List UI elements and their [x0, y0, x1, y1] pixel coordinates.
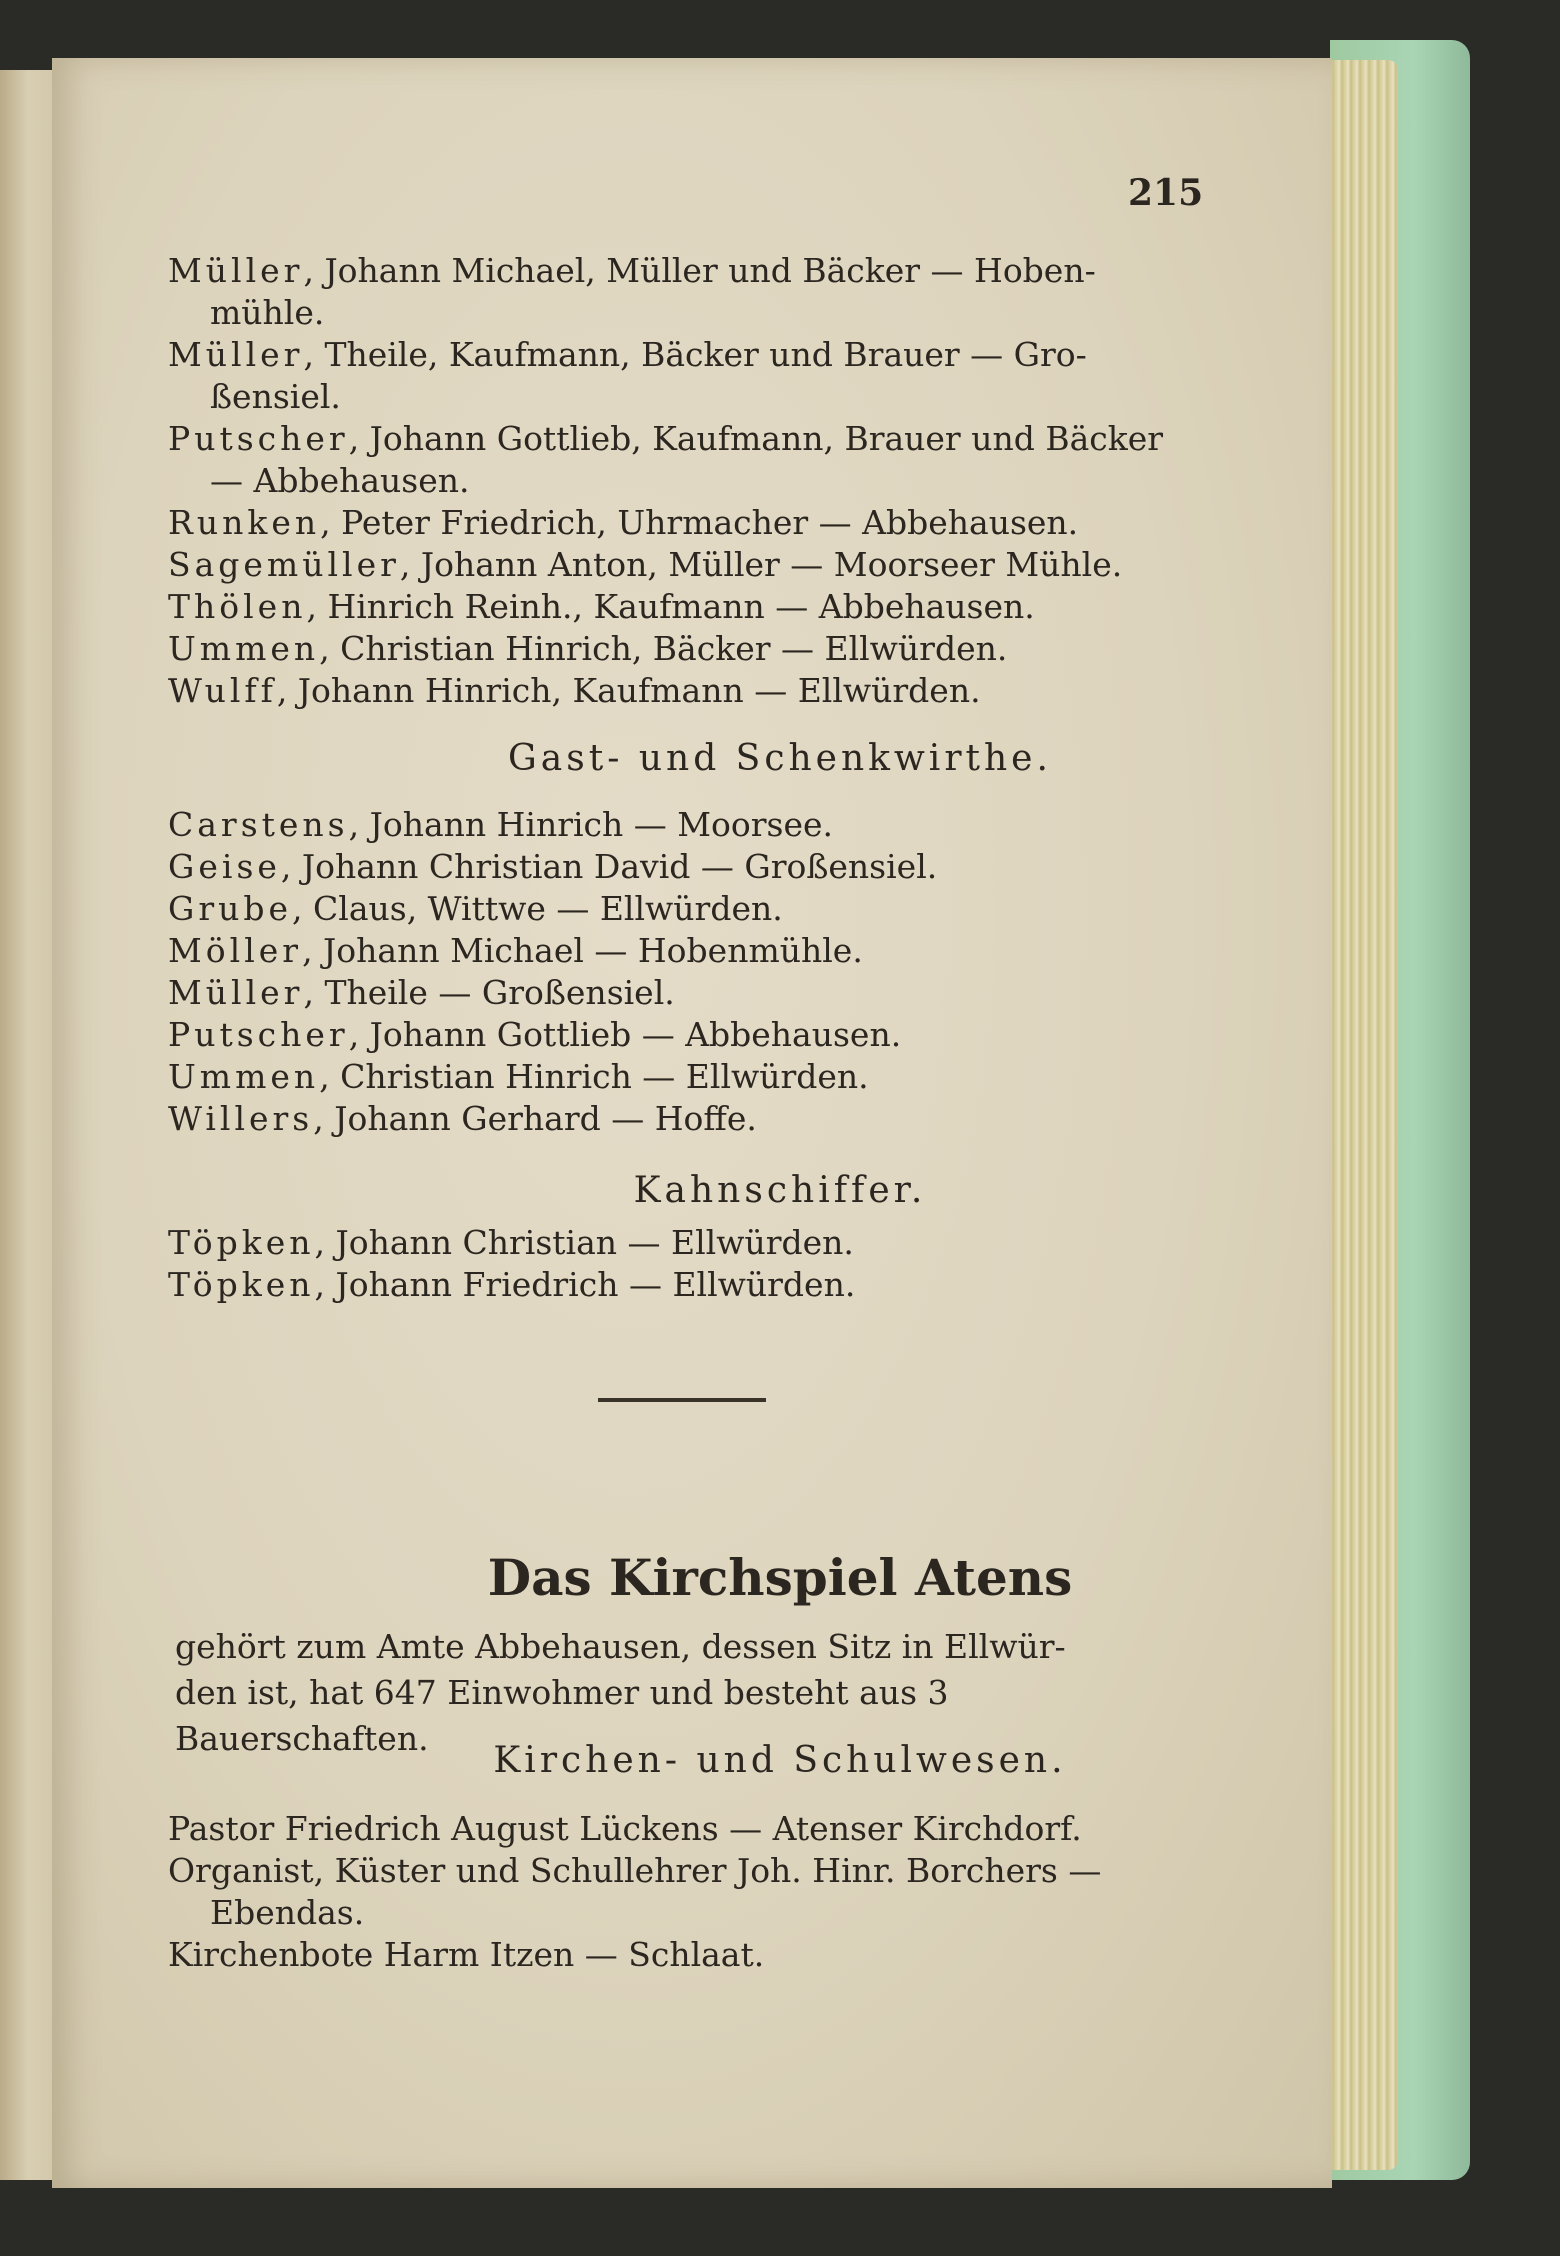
intro-line: gehört zum Amte Abbehausen, dessen Sitz in Ellwür-: [175, 1627, 1066, 1666]
list-item: Carstens, Johann Hinrich — Moorsee.: [168, 805, 834, 844]
innkeepers-list: [168, 804, 1198, 1140]
section-divider-rule: [598, 1398, 766, 1402]
list-item: Putscher, Johann Gottlieb, Kaufmann, Brauer und Bäcker — Abbehausen.: [168, 419, 1164, 500]
list-item: Ummen, Christian Hinrich — Ellwürden.: [168, 1057, 869, 1096]
section-heading-church-school: Kirchen- und Schulwesen.: [493, 1740, 1067, 1781]
list-item: Ummen, Christian Hinrich, Bäcker — Ellwürden.: [168, 629, 1008, 668]
merchants-list: [168, 250, 1198, 712]
list-item: Müller, Theile, Kaufmann, Bäcker und Brauer — Gro- ßensiel.: [168, 335, 1087, 416]
list-item: Töpken, Johann Christian — Ellwürden.: [168, 1223, 854, 1262]
list-item: Möller, Johann Michael — Hobenmühle.: [168, 931, 863, 970]
page-number: 215: [1128, 172, 1204, 214]
list-item: Kirchenbote Harm Itzen — Schlaat.: [168, 1935, 765, 1974]
list-item: Müller, Theile — Großensiel.: [168, 973, 675, 1012]
list-item: Putscher, Johann Gottlieb — Abbehausen.: [168, 1015, 902, 1054]
list-item: Thölen, Hinrich Reinh., Kaufmann — Abbehausen.: [168, 587, 1035, 626]
list-item: Runken, Peter Friedrich, Uhrmacher — Abbehausen.: [168, 503, 1079, 542]
list-item: Wulff, Johann Hinrich, Kaufmann — Ellwürden.: [168, 671, 981, 710]
parish-title: Das Kirchspiel Atens: [487, 1548, 1073, 1607]
intro-line: den ist, hat 647 Einwohmer und besteht aus 3 Bauerschaften.: [175, 1673, 949, 1758]
section-heading-innkeepers: Gast- und Schenkwirthe.: [508, 738, 1052, 779]
list-item: Töpken, Johann Friedrich — Ellwürden.: [168, 1265, 856, 1304]
boatmen-list: [168, 1222, 1198, 1306]
list-item: Grube, Claus, Wittwe — Ellwürden.: [168, 889, 783, 928]
list-item: Geise, Johann Christian David — Großensiel.: [168, 847, 938, 886]
list-item: Müller, Johann Michael, Müller und Bäcker — Hoben- mühle.: [168, 251, 1096, 332]
church-staff-list: [168, 1808, 1198, 1976]
list-item: Pastor Friedrich August Lückens — Atenser Kirchdorf.: [168, 1809, 1082, 1848]
list-item: Sagemüller, Johann Anton, Müller — Moorseer Mühle.: [168, 545, 1123, 584]
list-item: Organist, Küster und Schullehrer Joh. Hinr. Borchers — Ebendas.: [168, 1851, 1102, 1932]
section-heading-boatmen: Kahnschiffer.: [633, 1170, 927, 1211]
list-item: Willers, Johann Gerhard — Hoffe.: [168, 1099, 757, 1138]
